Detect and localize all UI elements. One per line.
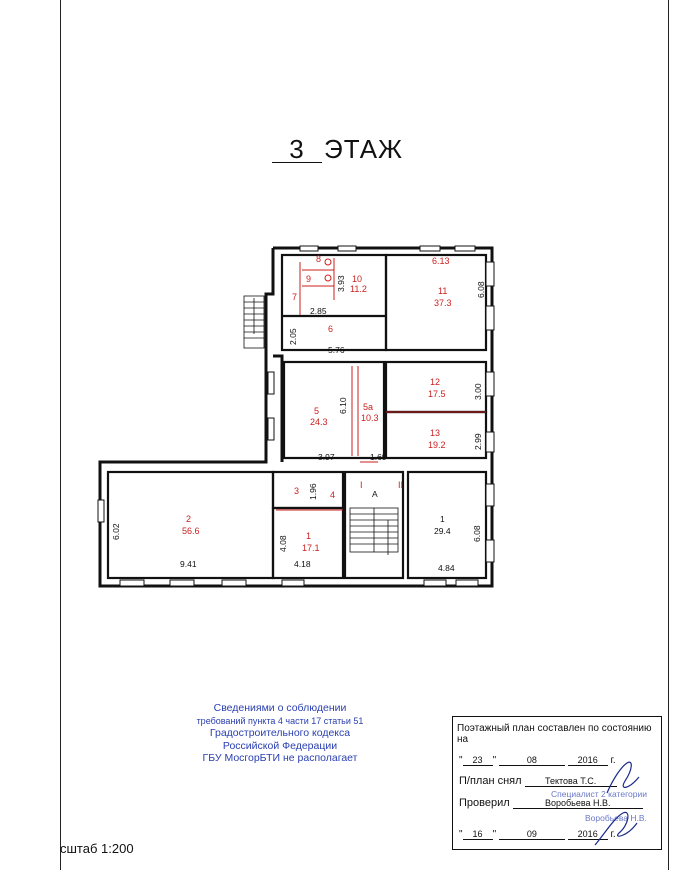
room-11-id: 11 [438,286,448,296]
dim-9-41: 9.41 [180,559,197,569]
floor-number: 3 [272,136,322,163]
dim-2-05: 2.05 [288,328,298,345]
room-11-area: 37.3 [434,298,452,308]
room-5-id: 5 [314,406,320,416]
room-13-id: 13 [430,428,441,438]
dim-3-93: 3.93 [336,275,346,292]
note-line-2: требований пункта 4 части 17 статьи 51 [196,715,364,726]
surveyed-name: Тектова Т.С. [525,776,617,787]
room-9-id: 9 [306,274,312,284]
dim-6-08-bottom: 6.08 [472,525,482,542]
room-13-area: 19.2 [428,440,446,450]
room-5-area: 24.3 [310,417,328,427]
date1-year: 2016 [568,755,608,766]
dim-1-69: 1.69 [370,452,387,462]
dim-3-97: 3.97 [318,452,335,462]
stair-labels [360,480,403,499]
room-2-area: 56.6 [182,526,200,536]
dim-6-02: 6.02 [111,523,121,540]
room-10-area: 11.2 [350,284,367,294]
dim-5-76: 5.76 [328,345,345,355]
note-line-1: Сведениями о соблюдении [213,702,347,714]
room-4-id: 4 [330,490,336,500]
room-2-id: 2 [186,514,192,524]
room-10-id: 10 [352,274,363,284]
stair-ii-label: II [398,480,404,490]
room-1b-area: 29.4 [434,526,451,536]
room-8-id: 8 [316,254,322,264]
surveyed-label: П/план снял [459,775,522,787]
note-line-5: ГБУ МосгорБТИ не располагает [202,752,358,764]
floor-word: ЭТАЖ [324,134,404,164]
note-line-4: Российской Федерации [222,739,338,752]
title-stamp [452,716,662,850]
room-1-area: 17.1 [302,543,320,553]
checked-name: Воробьева Н.В. [513,798,643,809]
dim-4-08: 4.08 [278,535,288,552]
stamp-date-2: " 16 " 09 2016 г. [459,829,616,840]
specialist-stamp: Специалист 2 категории [551,789,647,799]
dimension-labels [111,256,486,573]
room-5a-area: 10.3 [361,413,379,423]
dim-6-08-top: 6.08 [476,281,486,298]
dim-2-85: 2.85 [310,306,327,316]
dim-1-96: 1.96 [308,483,318,500]
signature-2 [593,809,641,849]
specialist-stamp-name: Воробьева Н.В. [585,813,647,823]
dim-4-84: 4.84 [438,563,455,573]
room-1-id: 1 [306,531,312,541]
dim-6-13: 6.13 [432,256,450,266]
interior-walls [108,255,486,578]
date2-month: 09 [499,829,565,840]
date1-month: 08 [499,755,565,766]
room-3-id: 3 [294,486,300,496]
room-12-id: 12 [430,377,441,387]
room-7-id: 7 [292,292,298,302]
date2-year: 2016 [568,829,608,840]
stair-a-label: А [372,489,378,499]
room-5a-id: 5а [363,402,374,412]
room-6-id: 6 [328,324,334,334]
date1-day: 23 [463,755,493,766]
signature-1 [603,759,643,799]
stamp-date-1: " 23 " 08 2016 г. [459,755,616,766]
dim-2-99: 2.99 [473,433,483,450]
date2-day: 16 [463,829,493,840]
scale-label: сштаб 1:200 [60,841,134,856]
stamp-header: Поэтажный план составлен по состоянию на [457,723,652,745]
room-1b-id: 1 [440,514,445,524]
stair-i-label: I [360,480,363,490]
note-line-3: Градостроительного кодекса [209,727,351,739]
checked-label: Проверил [459,797,510,809]
stamp-surveyed-row [459,775,617,787]
dim-4-18: 4.18 [294,559,311,569]
dim-3-00: 3.00 [473,383,483,400]
bti-note [190,702,370,765]
dim-6-10: 6.10 [338,397,348,414]
room-12-area: 17.5 [428,389,446,399]
